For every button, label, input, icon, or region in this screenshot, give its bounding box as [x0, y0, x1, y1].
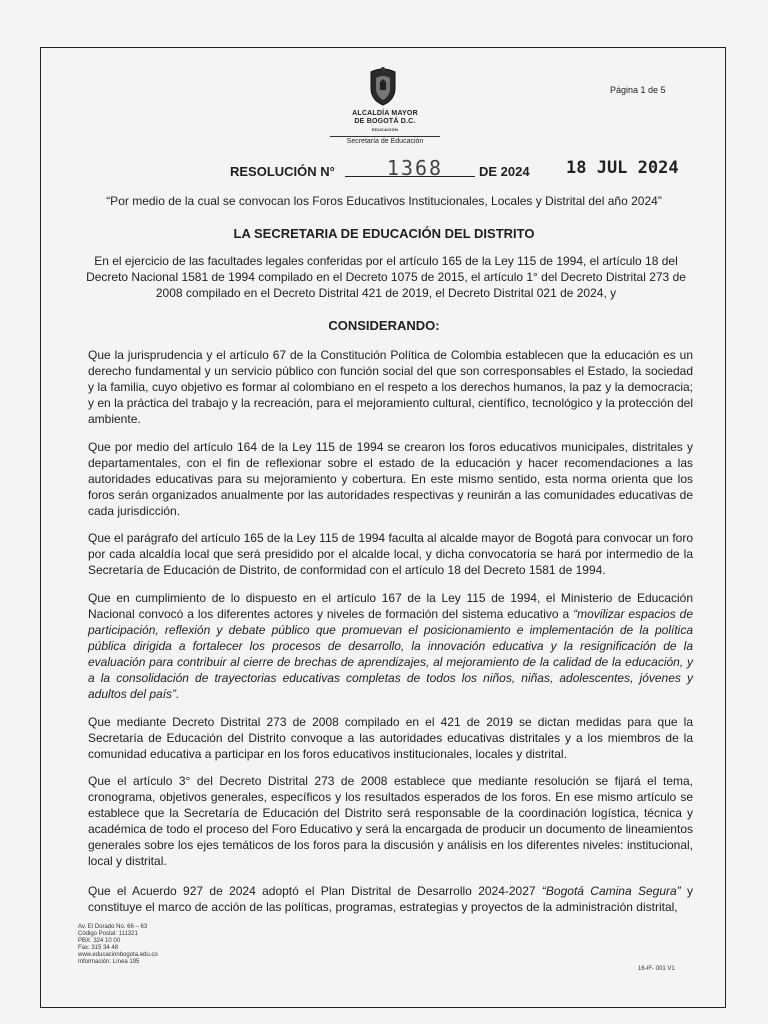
resolution-line: [0, 158, 768, 186]
resolution-label: RESOLUCIÓN N°: [230, 164, 335, 179]
footer-pbx: PBX: 324 10 00: [78, 938, 121, 944]
footer-document-code: 16-IF- 001 V1: [638, 966, 675, 972]
considerando-heading: CONSIDERANDO:: [328, 318, 440, 333]
alcaldia-line1: ALCALDÍA MAYOR: [352, 110, 418, 117]
paragraph-4-quote: “movilizar espacios de participación, reflexión y debate público que promuevan el posicionamiento e implementación de la política pública dirigida a fortalecer los procesos de desarrollo, la innovación educativa y la resignificación de la evaluación para contribuir al cierre de brechas de aprendizajes, al mejoramiento de la calidad de la educación, y a la consolidación de trayectorias educativas completas de todos los niños, niñas, adolescentes, jóvenes y adultos del país”.: [88, 607, 693, 701]
footer-fax: Fax: 315 34 48: [78, 945, 119, 951]
paragraph-4-text: Que en cumplimiento de lo dispuesto en el artículo 167 de la Ley 115 de 1994, el Ministerio de Educación Nacional convocó a los diferentes actores y niveles de formación del sistema educativo a: [88, 591, 693, 621]
alcaldia-line3: EDUCACIÓN: [371, 127, 399, 132]
footer-postal: Código Postal: 111321: [78, 931, 138, 937]
paragraph-7-quote: “Bogotá Camina Segura”: [541, 884, 681, 898]
bogota-coat-of-arms-logo: [367, 66, 399, 106]
alcaldia-label: [330, 110, 440, 134]
footer-address: Av. El Dorado No. 66 – 63: [78, 924, 148, 930]
secretaria-label: Secretaría de Educación: [330, 136, 440, 145]
paragraph-4: [88, 590, 693, 702]
resolution-number-underline: [345, 176, 475, 177]
paragraph-7: [88, 883, 693, 915]
paragraph-3: Que el parágrafo del artículo 165 de la Ley 115 de 1994 faculta al alcalde mayor de Bogotá para convocar un foro por cada alcaldía local que será presidido por el alcalde local, y dicha convocatoria se hará por intermedio de la Secretaría de Educación de Distrito, de conformidad con el artículo 18 del Decreto 1581 de 1994.: [88, 531, 693, 577]
footer-web: www.educacionbogota.edu.co: [78, 952, 158, 958]
paragraph-1: Que la jurisprudencia y el artículo 67 de la Constitución Política de Colombia establecen que la educación es un derecho fundamental y un servicio público con función social del que son corresponsables el Estado, la sociedad y la familia, cuyo objetivo es formar al colombiano en el respeto a los derechos humanos, la paz y la democracia; y en la práctica del trabajo y la recreación, para el mejoramiento cultural, científico, tecnológico y la protección del ambiente.: [88, 348, 693, 426]
paragraph-7-tail: y constituye el marco de acción de las políticas, programas, estrategias y proyectos de la administración distrital,: [88, 884, 693, 914]
alcaldia-line2: DE BOGOTÁ D.C.: [354, 118, 416, 125]
paragraph-5: Que mediante Decreto Distrital 273 de 2008 compilado en el 421 de 2019 se dictan medidas para que la Secretaría de Educación del Distrito convoque a las autoridades educativas distritales y a los miembros de la comunidad educativa a participar en los foros educativos institucionales, locales y distrital.: [88, 715, 693, 761]
preamble: En el ejercicio de las facultades legales conferidas por el artículo 165 de la Ley 115 de 1994, el artículo 18 del Decreto Nacional 1581 de 1994 compilado en el Decreto 1075 de 2015, el artículo 1° del Decreto Distrital 273 de 2008 compilado en el Decreto Distrital 421 de 2019, el Decreto Distrital 021 de 2024, y: [86, 254, 686, 300]
footer-contact: [78, 924, 158, 966]
paragraph-6: Que el artículo 3° del Decreto Distrital 273 de 2008 establece que mediante resolución se fijará el tema, cronograma, objetivos generales, específicos y los resultados esperados de los foros. En ese mismo artículo se establece que la Secretaría de Educación del Distrito será responsable de la coordinación logística, técnica y académica de todo el proceso del Foro Educativo y será la encargada de producir un documento de lineamientos generales sobre los ejes temáticos de los foros para la discusión y análisis en los diferentes niveles: institucional, local y distrital.: [88, 774, 693, 868]
footer-info: Información: Línea 195: [78, 959, 140, 965]
page-number: Página 1 de 5: [610, 85, 666, 95]
issuing-authority: LA SECRETARIA DE EDUCACIÓN DEL DISTRITO: [233, 226, 535, 241]
paragraph-7-text: Que el Acuerdo 927 de 2024 adoptó el Plan Distrital de Desarrollo 2024-2027: [88, 884, 536, 898]
resolution-date-stamp: 18 JUL 2024: [566, 158, 679, 178]
resolution-year: DE 2024: [479, 164, 530, 179]
resolution-subject: “Por medio de la cual se convocan los Foros Educativos Institucionales, Locales y Distrital del año 2024”: [106, 194, 662, 208]
resolution-number: 1368: [386, 156, 444, 180]
paragraph-2: Que por medio del artículo 164 de la Ley 115 de 1994 se crearon los foros educativos municipales, distritales y departamentales, con el fin de reflexionar sobre el estado de la educación y hacer recomendaciones a las autoridades educativas para su mejoramiento y cobertura. En este mismo sentido, esta norma orienta que los foros serán organizados anualmente por las autoridades respectivas y reunirán a las comunidades educativas de cada jurisdicción.: [88, 440, 693, 518]
